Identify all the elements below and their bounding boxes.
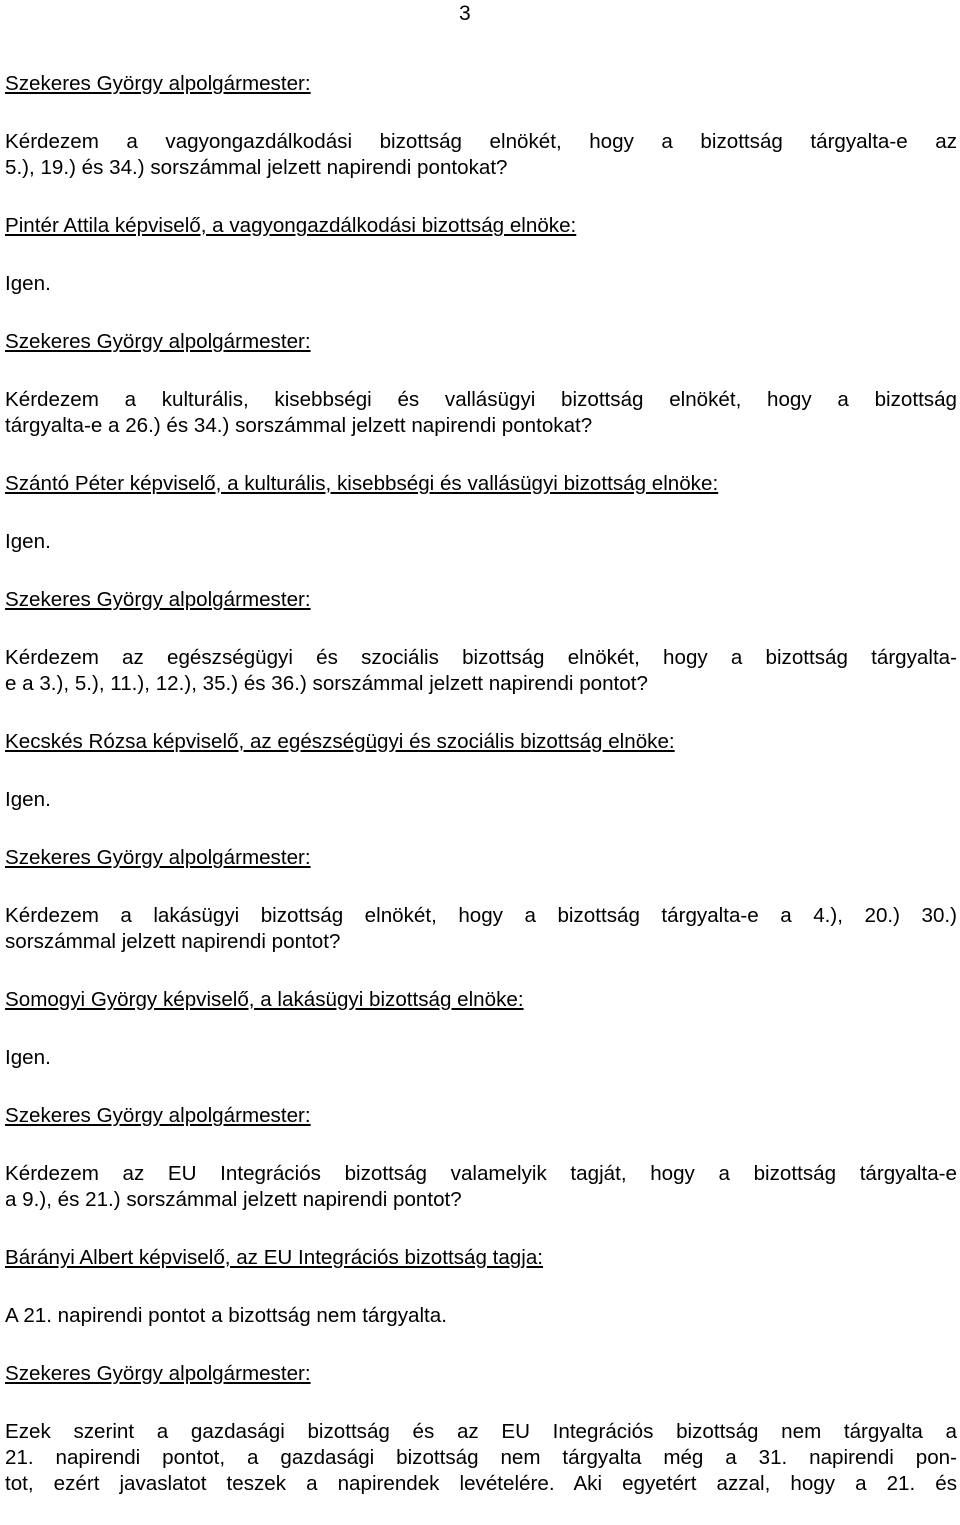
statement-paragraph	[5, 129, 957, 181]
speaker-heading: Szekeres György alpolgármester:	[5, 330, 311, 353]
statement-paragraph	[5, 645, 957, 697]
statement-line: A 21. napirendi pontot a bizottság nem tárgyalta.	[5, 1304, 447, 1327]
statement-paragraph	[5, 1161, 957, 1213]
speaker-heading: Szekeres György alpolgármester:	[5, 1362, 311, 1385]
statement-line: tot, ezért javaslatot teszek a napirendek levételére. Aki egyetért azzal, hogy a 21. és	[5, 1472, 957, 1495]
page-number: 3	[459, 2, 471, 25]
minutes-body	[5, 71, 957, 1497]
statement-line: Ezek szerint a gazdasági bizottság és az EU Integrációs bizottság nem tárgyalta a	[5, 1420, 957, 1443]
statement-line: Igen.	[5, 1046, 51, 1069]
speaker-heading: Bárányi Albert képviselő, az EU Integrációs bizottság tagja:	[5, 1246, 544, 1269]
statement-paragraph	[5, 1419, 957, 1497]
statement-line: a 9.), és 21.) sorszámmal jelzett napirendi pontot?	[5, 1188, 462, 1211]
speaker-heading: Pintér Attila képviselő, a vagyongazdálkodási bizottság elnöke:	[5, 214, 577, 237]
statement-line: 21. napirendi pontot, a gazdasági bizottság nem tárgyalta még a 31. napirendi pon-	[5, 1446, 957, 1469]
statement-paragraph	[5, 529, 957, 555]
speaker-heading: Szekeres György alpolgármester:	[5, 588, 311, 611]
statement-line: sorszámmal jelzett napirendi pontot?	[5, 930, 341, 953]
statement-line: Kérdezem a kulturális, kisebbségi és vallásügyi bizottság elnökét, hogy a bizottság	[5, 388, 957, 411]
speaker-heading: Szántó Péter képviselő, a kulturális, kisebbségi és vallásügyi bizottság elnöke:	[5, 472, 719, 495]
statement-line: Igen.	[5, 788, 51, 811]
speaker-heading: Szekeres György alpolgármester:	[5, 1104, 311, 1127]
statement-line: e a 3.), 5.), 11.), 12.), 35.) és 36.) sorszámmal jelzett napirendi pontot?	[5, 672, 648, 695]
statement-line: Kérdezem az egészségügyi és szociális bizottság elnökét, hogy a bizottság tárgyalta-	[5, 646, 957, 669]
statement-paragraph	[5, 903, 957, 955]
statement-paragraph	[5, 1303, 957, 1329]
speaker-heading: Szekeres György alpolgármester:	[5, 72, 311, 95]
speaker-heading: Szekeres György alpolgármester:	[5, 846, 311, 869]
statement-line: 5.), 19.) és 34.) sorszámmal jelzett napirendi pontokat?	[5, 156, 508, 179]
statement-paragraph	[5, 271, 957, 297]
statement-line: Kérdezem az EU Integrációs bizottság valamelyik tagját, hogy a bizottság tárgyalta-e	[5, 1162, 957, 1185]
statement-paragraph	[5, 387, 957, 439]
statement-paragraph	[5, 787, 957, 813]
statement-line: Kérdezem a vagyongazdálkodási bizottság elnökét, hogy a bizottság tárgyalta-e az	[5, 130, 957, 153]
statement-line: Kérdezem a lakásügyi bizottság elnökét, hogy a bizottság tárgyalta-e a 4.), 20.) 30.)	[5, 904, 957, 927]
statement-line: Igen.	[5, 530, 51, 553]
statement-paragraph	[5, 1045, 957, 1071]
speaker-heading: Kecskés Rózsa képviselő, az egészségügyi és szociális bizottság elnöke:	[5, 730, 675, 753]
speaker-heading: Somogyi György képviselő, a lakásügyi bizottság elnöke:	[5, 988, 524, 1011]
statement-line: tárgyalta-e a 26.) és 34.) sorszámmal jelzett napirendi pontokat?	[5, 414, 593, 437]
statement-line: Igen.	[5, 272, 51, 295]
